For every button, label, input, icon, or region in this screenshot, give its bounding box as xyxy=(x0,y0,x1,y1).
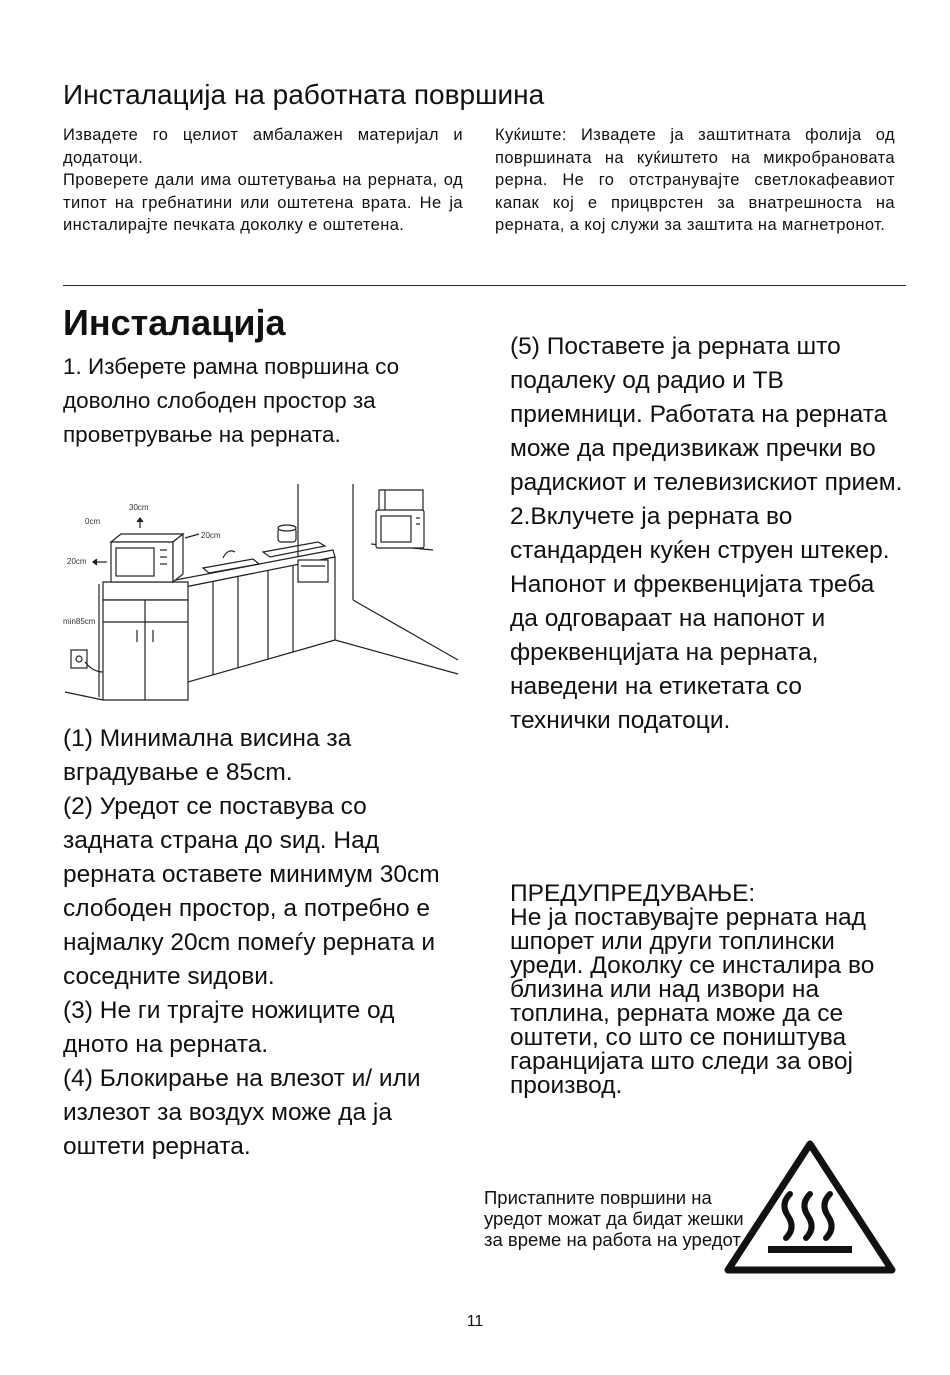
label-0cm: 0cm xyxy=(85,517,101,526)
label-20cm-left: 20cm xyxy=(67,557,87,566)
page-title: Инсталација xyxy=(63,302,286,343)
label-20cm-right: 20cm xyxy=(201,531,221,540)
section-divider xyxy=(63,285,906,286)
list-item: (4) Блокирање на влезот и/ или излезот за воздух може да ја оштети рерната. xyxy=(63,1065,421,1160)
list-item: (1) Минимална висина за вградување е 85cm. xyxy=(63,725,352,786)
top-right-text xyxy=(495,124,895,237)
list-item: (5) Поставете ја рерната што подалеку од радио и ТВ приемници. Работата на рерната може да предизвикаж пречки во радискиот и телевизискиот прием. xyxy=(510,333,903,496)
step-1-text: 1. Изберете рамна површина со доволно слободен простор за проветрување на рерната. xyxy=(63,354,400,447)
paragraph: Проверете дали има оштетувања на рерната, од типот на гребнатини или оштетена врата. Не ја инсталирајте печката доколку е оштетена. xyxy=(63,171,463,234)
list-item: 2.Вклучете ја рерната во стандарден куќен струен штекер. Напонот и фреквенцијата треба да одговараат на напонот и фреквенцијата на рерната, наведени на етикетата со технички податоци. xyxy=(510,503,890,734)
paragraph: Извадете го целиот амбалажен материјал и додатоци. xyxy=(63,126,463,167)
kitchen-installation-illustration xyxy=(63,482,463,707)
label-30cm: 30cm xyxy=(129,503,149,512)
list-item: (2) Уредот се поставува со задната страна до ѕид. Над рерната оставете минимум 30cm слободен простор, а потребно е најмалку 20cm помеѓу рерната и соседните ѕидови. xyxy=(63,793,440,990)
label-min85cm: min85cm xyxy=(63,617,96,626)
top-left-text xyxy=(63,124,463,237)
warning-title: ПРЕДУПРЕДУВАЊЕ: xyxy=(510,880,756,907)
warning-block xyxy=(510,882,905,1098)
hot-surface-warning-icon xyxy=(722,1138,898,1276)
warning-text: Не ја поставувајте рерната над шпорет или други топлински уреди. Доколку се инсталира во близина или над извори на топлина, рерната може да се оштети, со што се поништува гаранцијата што следи за овој производ. xyxy=(510,904,875,1099)
hot-surface-text: Пристапните површини на уредот можат да бидат жешки за време на работа на уредот. xyxy=(484,1187,744,1250)
left-instructions xyxy=(63,722,463,1164)
list-item: (3) Не ги тргајте ножиците од дното на рерната. xyxy=(63,997,395,1058)
paragraph: Куќиште: Извадете ја заштитната фолија од површината на куќиштето на микробрановата рерна. Не го отстранувајте светлокафеавиот капак кој е прицврстен за внатрешноста на рерната, а кој служи за заштита на магнетронот. xyxy=(495,126,895,234)
page-number: 11 xyxy=(466,1313,484,1330)
right-instructions xyxy=(510,330,905,738)
section-heading: Инсталација на работната површина xyxy=(63,79,545,110)
